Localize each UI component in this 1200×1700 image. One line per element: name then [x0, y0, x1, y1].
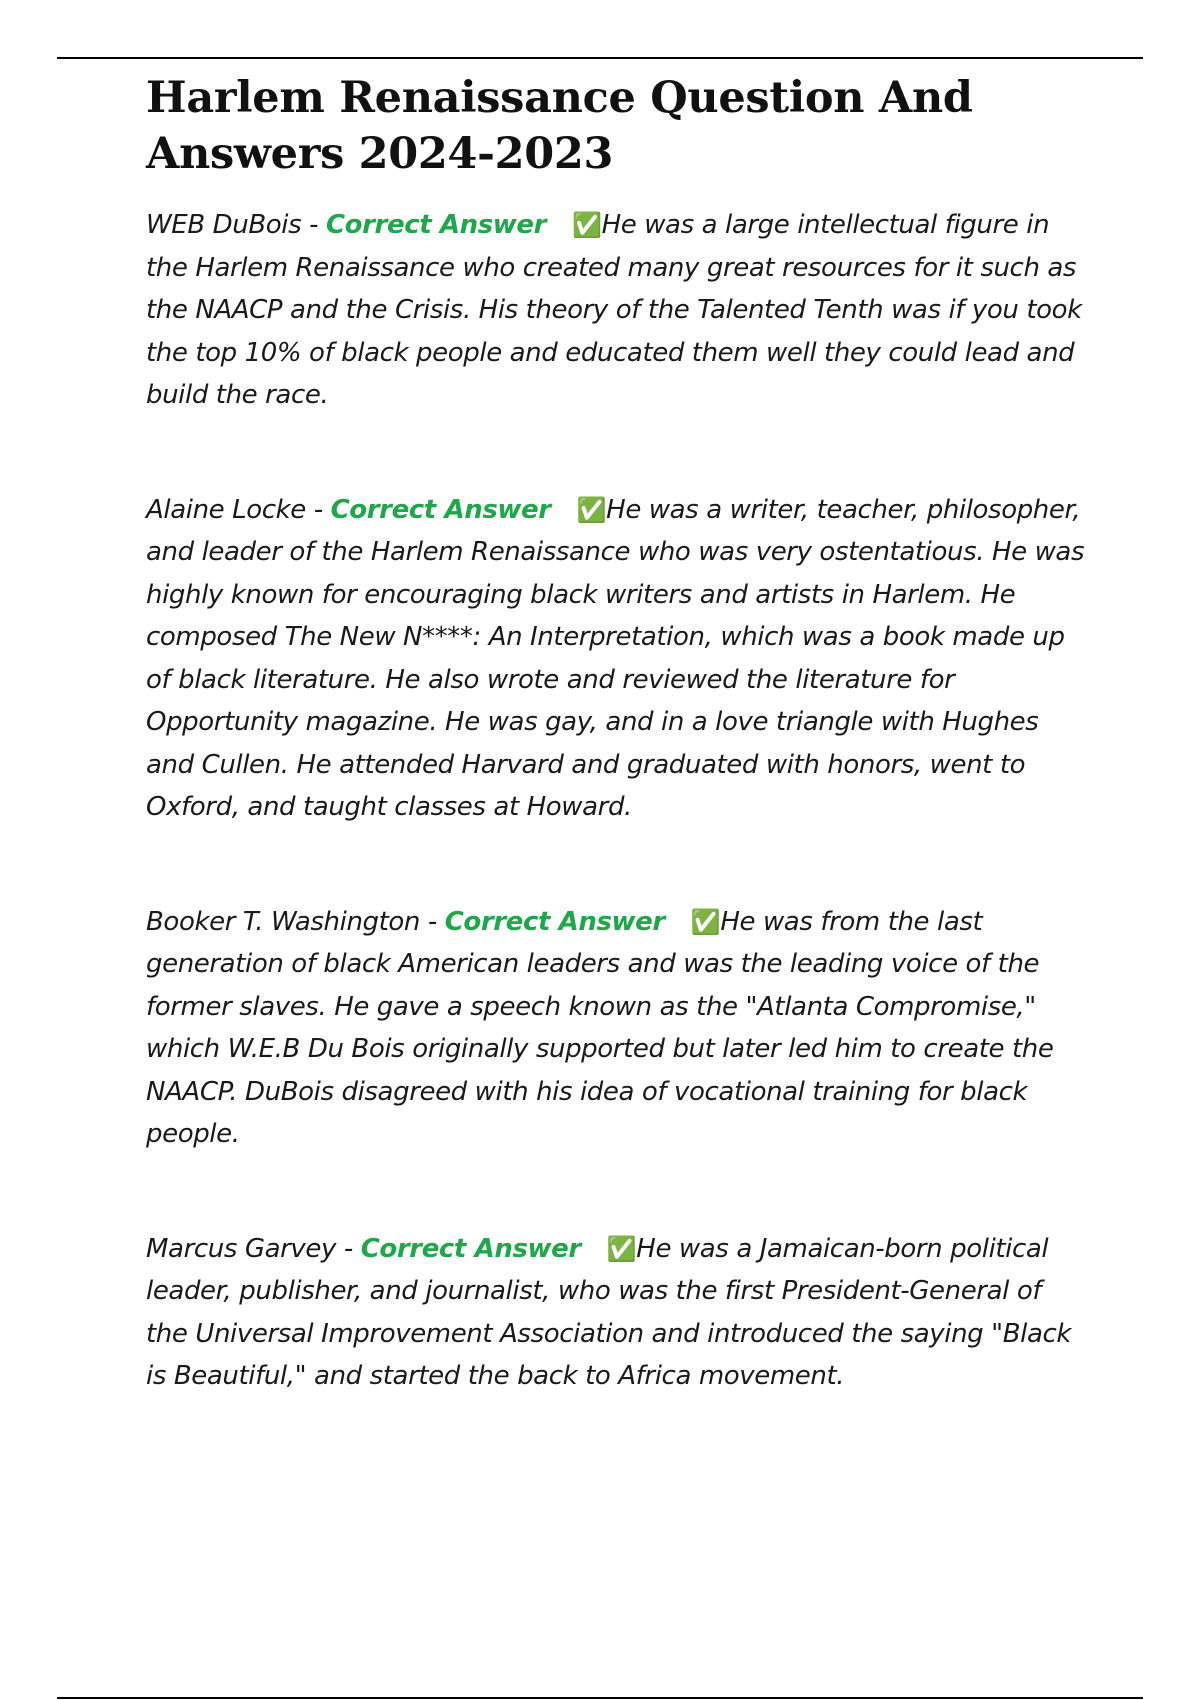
- qa-answer: He was from the last generation of black American leaders and was the leading voice of the former slaves. He gave a speech known as the "Atlanta Compromise," which W.E.B Du Bois originally supported but later led him to create the NAACP. DuBois disagreed with his idea of vocational training for black people.: [146, 906, 1054, 1149]
- document-title: Harlem Renaissance Question And Answers 2024-2023: [146, 73, 973, 179]
- check-mark-icon: ✅: [576, 495, 607, 524]
- qa-term: Booker T. Washington: [146, 906, 421, 937]
- top-rule: [57, 57, 1143, 59]
- qa-separator: -: [301, 210, 326, 240]
- qa-item: [146, 204, 1086, 417]
- qa-separator: -: [420, 906, 445, 937]
- qa-separator: -: [305, 494, 331, 525]
- check-mark-icon: ✅: [606, 1234, 637, 1263]
- qa-term: Alaine Locke: [146, 494, 306, 525]
- check-mark-icon: ✅: [572, 211, 602, 239]
- qa-separator: -: [335, 1233, 361, 1264]
- qa-item: [146, 1228, 1086, 1398]
- qa-item: [146, 901, 1086, 1156]
- qa-answer: He was a writer, teacher, philosopher, and leader of the Harlem Renaissance who was very ostentatious. He was highly known for encouraging black writers and artists in Harlem. He composed The New N****: An Interpretation, which was a book made up of black literature. He also wrote and reviewed the literature for Opportunity magazine. He was gay, and in a love triangle with Hughes and Cullen. He attended Harvard and graduated with honors, went to Oxford, and taught classes at Howard.: [146, 494, 1085, 822]
- qa-answer: He was a large intellectual figure in the Harlem Renaissance who created many great resources for it such as the NAACP and the Crisis. His theory of the Talented Tenth was if you took the top 10% of black people and educated them well they could lead and build the race.: [146, 210, 1082, 410]
- correct-answer-label: Correct Answer: [330, 494, 551, 525]
- bottom-rule: [57, 1697, 1143, 1699]
- qa-item: [146, 489, 1086, 829]
- qa-term: Marcus Garvey: [146, 1233, 336, 1264]
- check-mark-icon: ✅: [690, 907, 721, 936]
- qa-answer: He was a Jamaican-born political leader, publisher, and journalist, who was the first President-General of the Universal Improvement Association and introduced the saying "Black is Beautiful," and started the back to Africa movement.: [146, 1233, 1072, 1391]
- correct-answer-label: Correct Answer: [444, 906, 665, 937]
- correct-answer-label: Correct Answer: [360, 1233, 581, 1264]
- qa-term: WEB DuBois: [146, 210, 302, 240]
- correct-answer-label: Correct Answer: [325, 210, 547, 240]
- document-content: [146, 70, 1086, 1398]
